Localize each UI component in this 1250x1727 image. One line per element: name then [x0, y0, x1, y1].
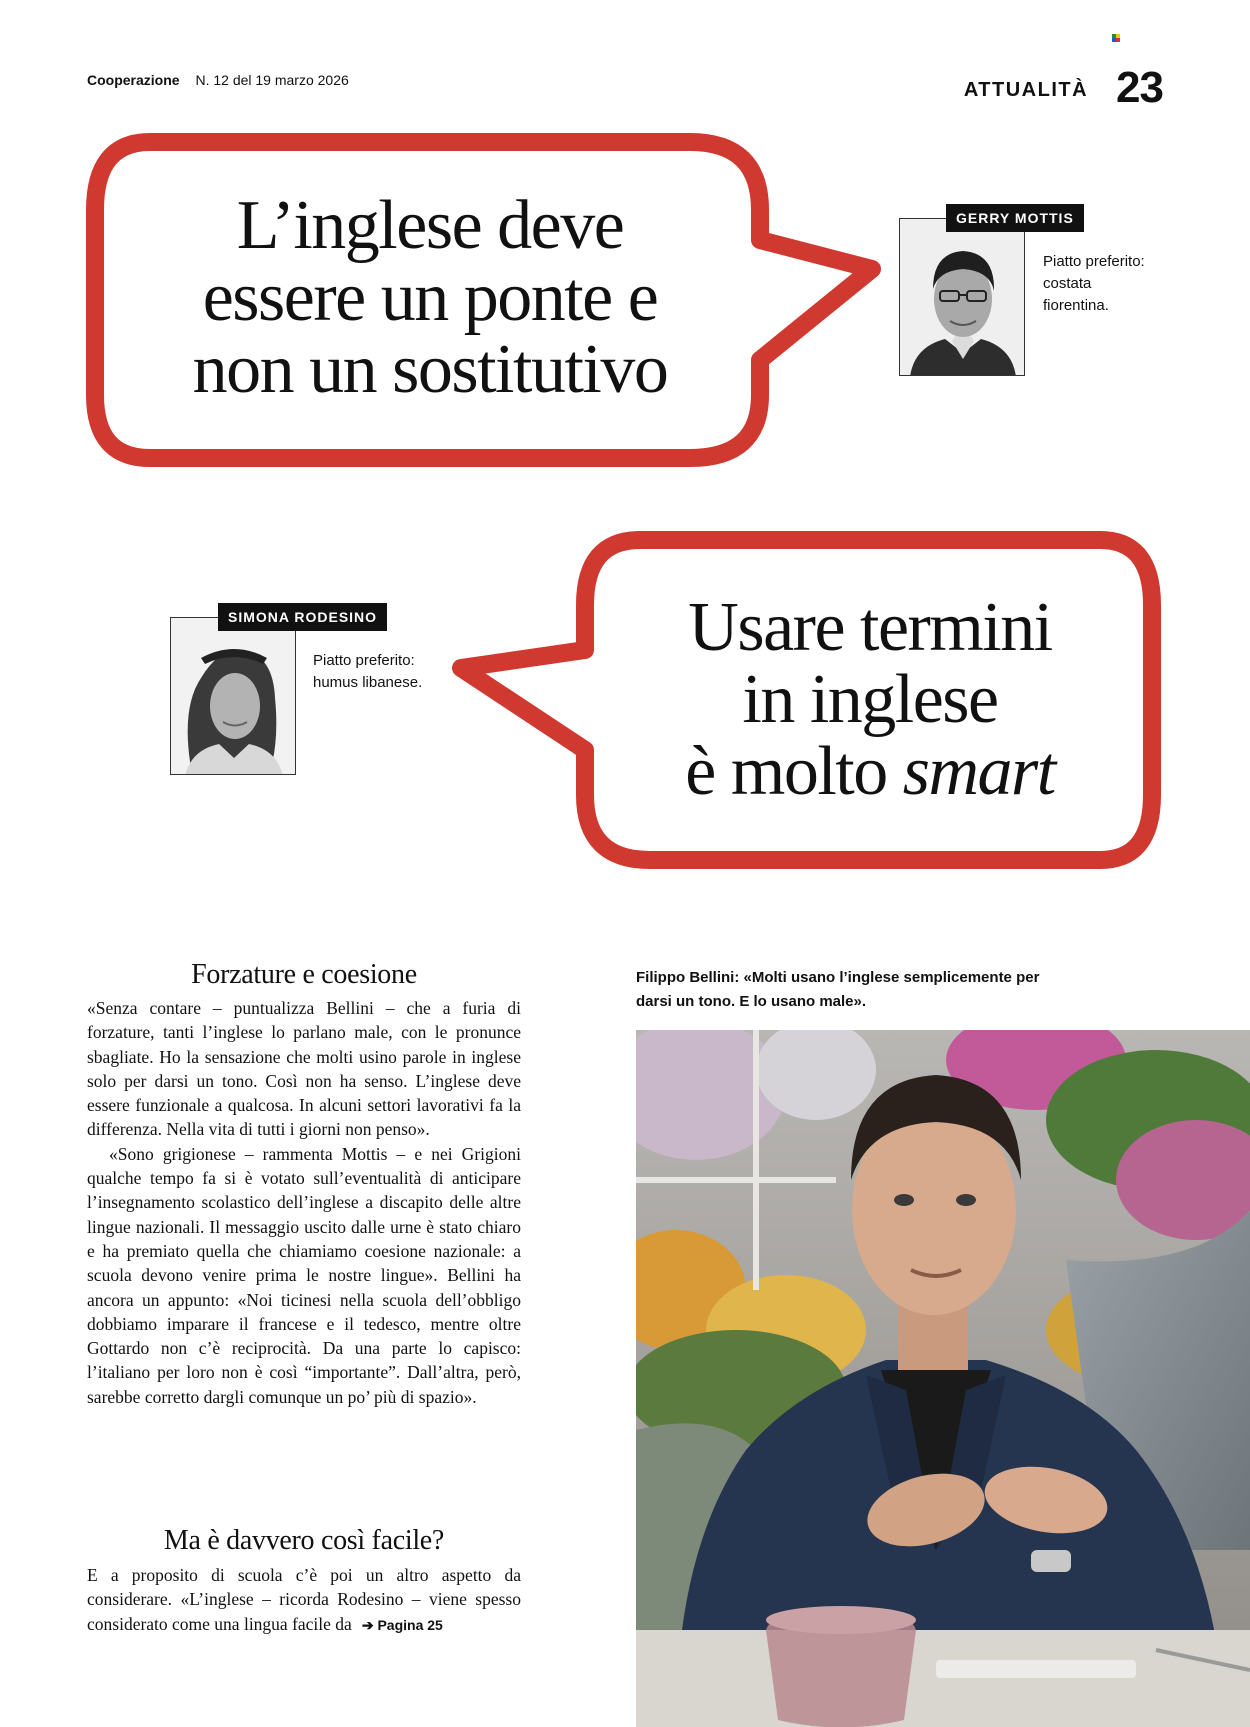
quote-line: non un sostitutivo — [192, 331, 668, 408]
quote-bubble-1-text — [110, 187, 750, 408]
piatto-line: fiorentina. — [1043, 297, 1109, 314]
subheading-ma-e-davvero: Ma è davvero così facile? — [163, 1525, 445, 1556]
portrait-simona-rodesino — [170, 617, 296, 775]
quote-line: in inglese — [742, 661, 998, 738]
name-badge-gerry-mottis: GERRY MOTTIS — [946, 204, 1084, 232]
quote-line: essere un ponte e — [202, 259, 658, 336]
continued-on-page-link[interactable]: ➔ Pagina 25 — [361, 1616, 443, 1633]
man-at-table-photo-icon — [636, 1030, 1250, 1727]
piatto-line: costata — [1043, 275, 1092, 292]
publication-name: Cooperazione — [87, 72, 180, 88]
article-body-1 — [87, 996, 521, 1409]
paragraph: «Sono grigionese – rammenta Mottis – e nei Grigioni qualche tempo fa si è votato sull’eventualità di anticipare l’insegnamento scolastico dell’inglese a discapito delle altre lingue nazionali. Il messaggio uscito dalle urne è stato chiaro e ha premiato quella che chiamiamo coesione nazionale: a scuola devono venire prima le nostre lingue». Bellini ha ancora un appunto: «Noi ticinesi nella scuola dell’obbligo dobbiamo imparare il francese e il tedesco, mentre oltre Gottardo non c’è reciprocità. Da una parte lo capisco: l’italiano per loro non è così “importante”. Dall’altra, però, sarebbe corretto dargli comunque un po’ più di spazio». — [87, 1143, 521, 1407]
paragraph — [87, 1563, 521, 1637]
quote-line-start: è molto — [685, 733, 903, 810]
photo-caption: Filippo Bellini: «Molti usano l’inglese semplicemente per darsi un tono. E lo usano male». — [636, 969, 1040, 1010]
quote-line: L’inglese deve — [236, 187, 624, 264]
piatto-line: Piatto preferito: — [1043, 253, 1145, 270]
quote-italic-word: smart — [902, 733, 1055, 810]
piatto-preferito-gerry — [1043, 251, 1145, 317]
section-title: ATTUALITÀ — [963, 78, 1089, 101]
paragraph: «Senza contare – puntualizza Bellini – che a furia di forzature, tanti l’inglese lo parlano male, con le pronunce sbagliate. Ho la sensazione che molti usino parole in inglese solo per darsi un tono. Così non ha senso. L’inglese deve essere funzionale a qualcosa. In alcuni settori lavorativi fa la differenza. Nella vita di tutti i giorni non penso». — [87, 998, 521, 1140]
man-portrait-icon — [900, 219, 1025, 376]
piatto-line: humus libanese. — [313, 674, 423, 691]
name-badge-simona-rodesino: SIMONA RODESINO — [218, 603, 387, 631]
woman-portrait-icon — [171, 618, 296, 775]
piatto-line: Piatto preferito: — [313, 652, 415, 669]
portrait-gerry-mottis — [899, 218, 1025, 376]
photo-filippo-bellini — [636, 1030, 1250, 1727]
issue-info: N. 12 del 19 marzo 2026 — [195, 72, 349, 88]
quote-line — [600, 733, 1140, 810]
article-body-2 — [87, 1563, 521, 1637]
subheading-forzature: Forzature e coesione — [191, 959, 417, 990]
piatto-preferito-simona — [313, 650, 422, 694]
paragraph-text: E a proposito di scuola c’è poi un altro aspetto da considerare. «L’inglese – ricorda Rodesino – viene spesso considerato come una lingua facile da — [87, 1565, 521, 1634]
quote-bubble-2-text — [600, 589, 1140, 810]
page-number: 23 — [1116, 63, 1163, 112]
quote-line: Usare termini — [688, 589, 1052, 666]
